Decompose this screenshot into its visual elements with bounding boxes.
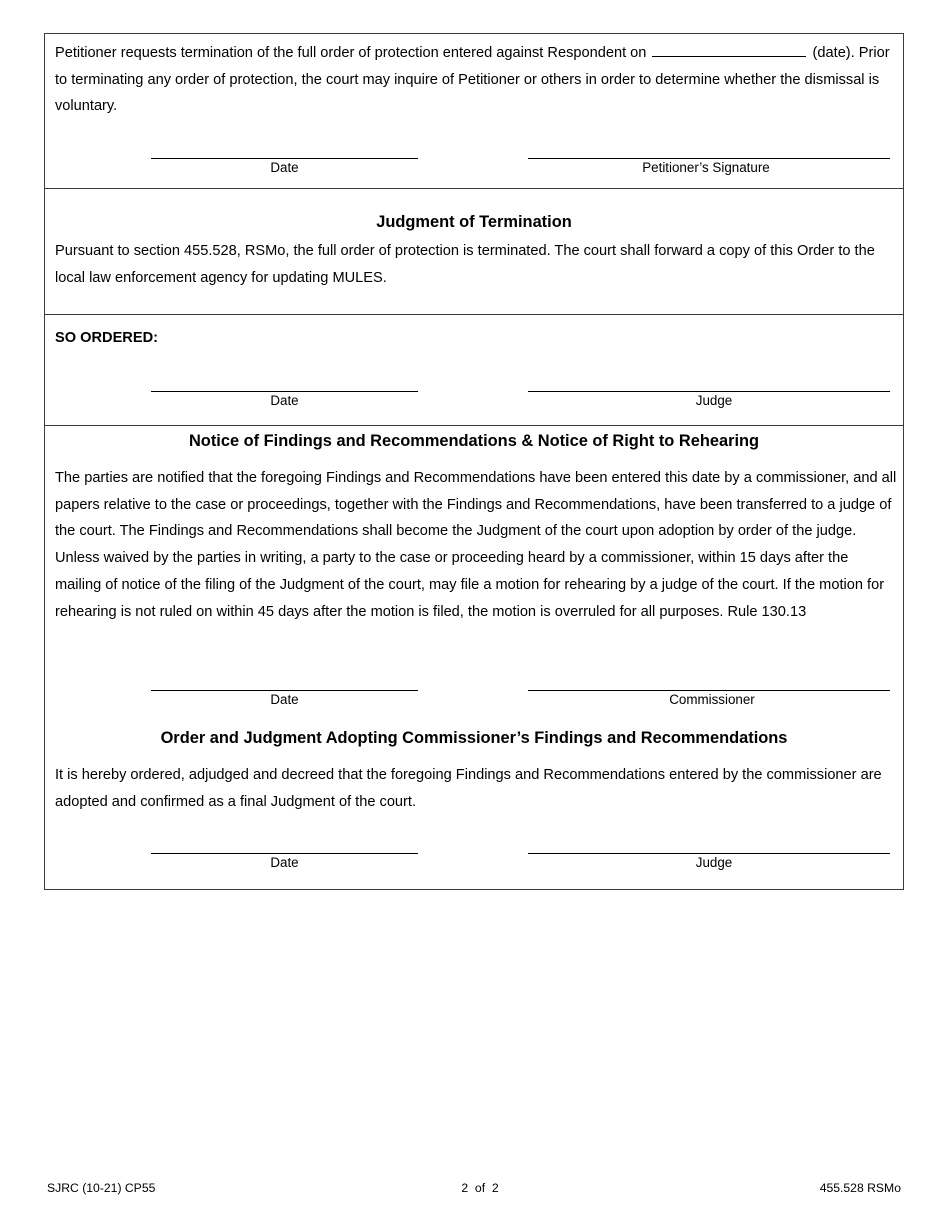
termination-request-text	[55, 40, 897, 120]
termination-request-note: Prior to terminating any order of protection, the court may inquire of Petitioner or others in order to determine whether the dismissal is voluntary.	[55, 45, 890, 115]
page-number: 2 of 2	[461, 1181, 499, 1195]
notice-date-line[interactable]	[151, 690, 418, 691]
termination-request-sentence: Petitioner requests termination of the full order of protection entered against Respondent on	[55, 45, 647, 61]
so-ordered-date-label: Date	[270, 393, 299, 408]
statute-reference: 455.528 RSMo	[819, 1181, 901, 1195]
adoption-date-line[interactable]	[151, 853, 418, 854]
so-ordered-judge-label: Judge	[695, 393, 733, 408]
adoption-heading: Order and Judgment Adopting Commissioner’s Findings and Recommendations	[160, 729, 788, 747]
petitioner-signature-line[interactable]	[528, 158, 890, 159]
adoption-judge-label: Judge	[695, 855, 733, 870]
adoption-date-label: Date	[270, 855, 299, 870]
adoption-judge-line[interactable]	[528, 853, 890, 854]
commissioner-signature-line[interactable]	[528, 690, 890, 691]
commissioner-label: Commissioner	[669, 692, 755, 707]
section-divider	[45, 425, 903, 426]
petitioner-signature-label: Petitioner’s Signature	[642, 160, 770, 175]
judgment-of-termination-text: Pursuant to section 455.528, RSMo, the full order of protection is terminated. The court shall forward a copy of this Order to the local law enforcement agency for updating MULES.	[55, 243, 875, 286]
notice-text: The parties are notified that the foregoing Findings and Recommendations have been entered this date by a commissioner, and all papers relative to the case or proceedings, together with the Findings and Recommendations, have been transferred to a judge of the court. The Findings and Recommendations shall become the Judgment of the court upon adoption by order of the judge. Unless waived by the parties in writing, a party to the case or proceeding heard by a commissioner, within 15 days after the mailing of notice of the filing of the Judgment of the court, may file a motion for rehearing by a judge of the court. If the motion for rehearing is not ruled on within 45 days after the motion is filed, the motion is overruled for all purposes. Rule 130.13	[55, 470, 897, 620]
so-ordered-judge-line[interactable]	[528, 391, 890, 392]
judgment-of-termination-heading: Judgment of Termination	[376, 213, 572, 231]
so-ordered-date-line[interactable]	[151, 391, 418, 392]
form-frame	[44, 33, 904, 890]
adoption-text: It is hereby ordered, adjudged and decreed that the foregoing Findings and Recommendations entered by the commissioner are adopted and confirmed as a final Judgment of the court.	[55, 767, 882, 810]
form-id: SJRC (10-21) CP55	[47, 1181, 156, 1195]
section-divider	[45, 188, 903, 189]
order-date-blank[interactable]	[652, 44, 806, 57]
date-suffix: (date).	[812, 45, 855, 61]
notice-heading: Notice of Findings and Recommendations & Notice of Right to Rehearing	[188, 432, 760, 450]
notice-date-label: Date	[270, 692, 299, 707]
petitioner-date-label: Date	[270, 160, 299, 175]
section-divider	[45, 314, 903, 315]
so-ordered-label: SO ORDERED:	[55, 330, 158, 346]
petitioner-date-line[interactable]	[151, 158, 418, 159]
